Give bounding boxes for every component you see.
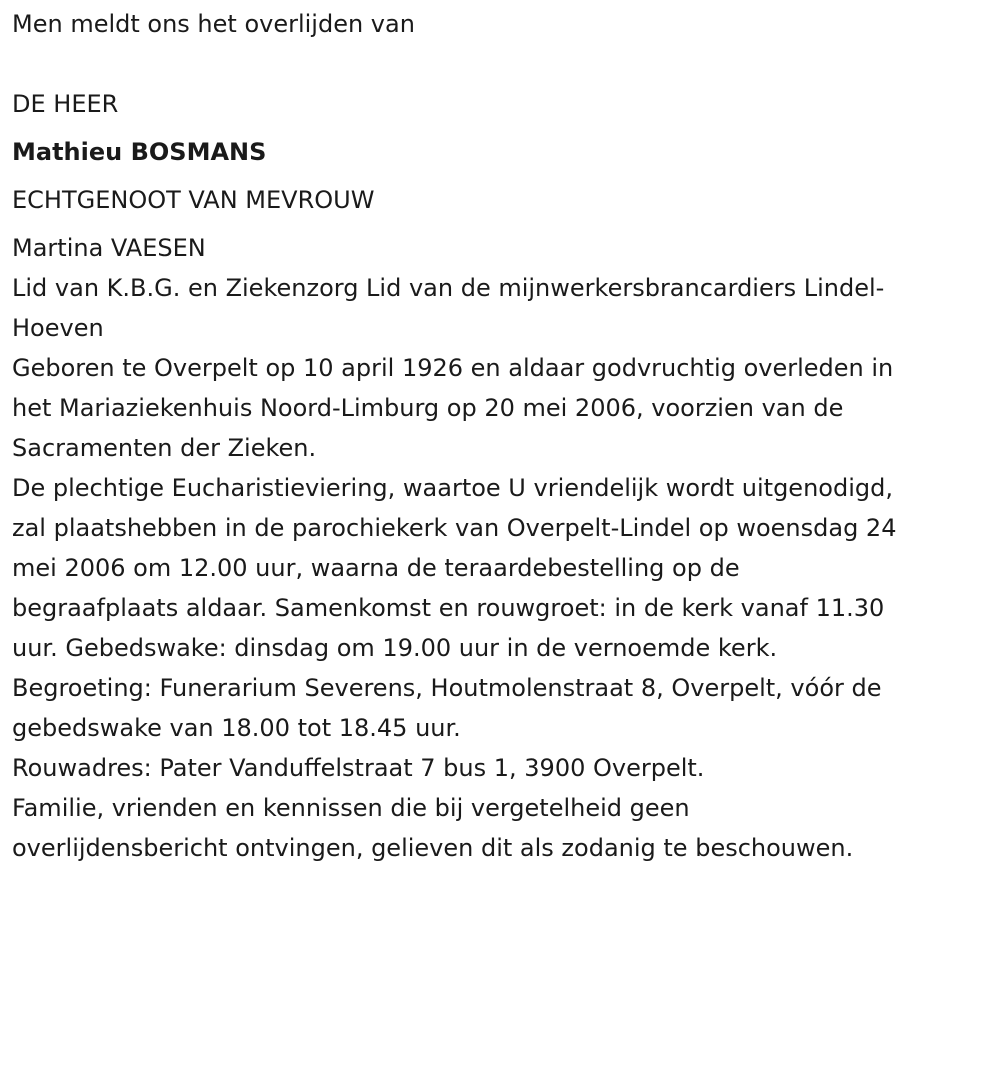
ceremony-line: begraafplaats aldaar. Samenkomst en rouwgroet: in de kerk vanaf 11.30 xyxy=(12,594,885,622)
ceremony-paragraph xyxy=(12,468,988,748)
birth-death-line: Sacramenten der Zieken. xyxy=(12,434,317,462)
ceremony-line: De plechtige Eucharistieviering, waartoe U vriendelijk wordt uitgenodigd, xyxy=(12,474,893,502)
honorific: DE HEER xyxy=(12,90,119,118)
deceased-name: Mathieu BOSMANS xyxy=(12,138,267,166)
ceremony-line: Begroeting: Funerarium Severens, Houtmolenstraat 8, Overpelt, vóór de xyxy=(12,674,882,702)
memberships-line: Hoeven xyxy=(12,314,104,342)
closing-paragraph xyxy=(12,788,988,868)
ceremony-line: mei 2006 om 12.00 uur, waarna de teraardebestelling op de xyxy=(12,554,740,582)
birth-death-paragraph xyxy=(12,348,988,468)
relation-text: ECHTGENOOT VAN MEVROUW xyxy=(12,186,375,214)
closing-line: Familie, vrienden en kennissen die bij vergetelheid geen xyxy=(12,794,690,822)
birth-death-line: Geboren te Overpelt op 10 april 1926 en aldaar godvruchtig overleden in xyxy=(12,354,894,382)
intro-text: Men meldt ons het overlijden van xyxy=(12,10,415,38)
closing-line: overlijdensbericht ontvingen, gelieven dit als zodanig te beschouwen. xyxy=(12,834,854,862)
ceremony-line: gebedswake van 18.00 tot 18.45 uur. xyxy=(12,714,461,742)
memberships-line: Lid van K.B.G. en Ziekenzorg Lid van de mijnwerkersbrancardiers Lindel- xyxy=(12,274,885,302)
deceased-name-row xyxy=(12,132,988,172)
birth-death-line: het Mariaziekenhuis Noord-Limburg op 20 mei 2006, voorzien van de xyxy=(12,394,844,422)
memberships-paragraph xyxy=(12,268,988,348)
spouse-name: Martina VAESEN xyxy=(12,234,206,262)
address-paragraph xyxy=(12,748,988,788)
ceremony-line: zal plaatshebben in de parochiekerk van Overpelt-Lindel op woensdag 24 xyxy=(12,514,897,542)
mourning-address: Rouwadres: Pater Vanduffelstraat 7 bus 1, 3900 Overpelt. xyxy=(12,754,705,782)
ceremony-line: uur. Gebedswake: dinsdag om 19.00 uur in de vernoemde kerk. xyxy=(12,634,778,662)
